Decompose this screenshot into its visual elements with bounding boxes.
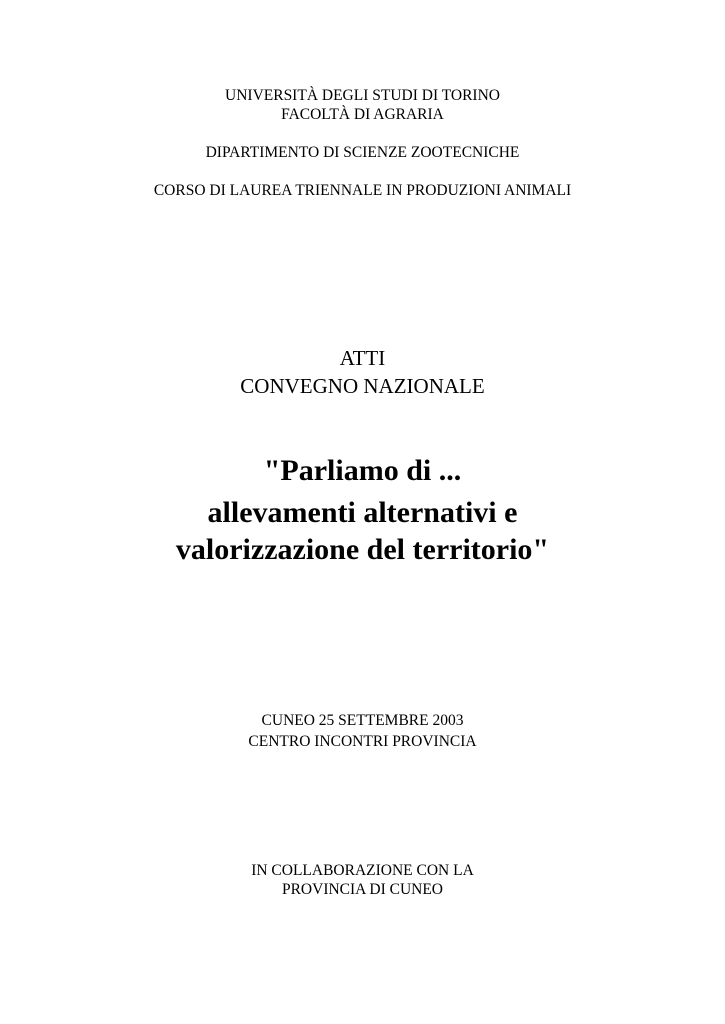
event-venue: CENTRO INCONTRI PROVINCIA (248, 733, 477, 750)
conference-label: CONVEGNO NAZIONALE (240, 374, 485, 398)
title-line-2: allevamenti alternativi e (207, 496, 518, 529)
event-place-date: CUNEO 25 SETTEMBRE 2003 (261, 712, 464, 729)
proceedings-label: ATTI (339, 346, 386, 370)
faculty-name: FACOLTÀ DI AGRARIA (281, 106, 444, 123)
title-line-1: "Parliamo di ... (263, 454, 462, 487)
department-name: DIPARTIMENTO DI SCIENZE ZOOTECNICHE (205, 144, 520, 161)
course-name: CORSO DI LAUREA TRIENNALE IN PRODUZIONI ANIMALI (153, 182, 572, 199)
collaboration-line-2: PROVINCIA DI CUNEO (281, 881, 444, 898)
title-line-3: valorizzazione del territorio" (175, 533, 550, 566)
collaboration-line-1: IN COLLABORAZIONE CON LA (251, 862, 474, 879)
university-name: UNIVERSITÀ DEGLI STUDI DI TORINO (225, 87, 500, 104)
